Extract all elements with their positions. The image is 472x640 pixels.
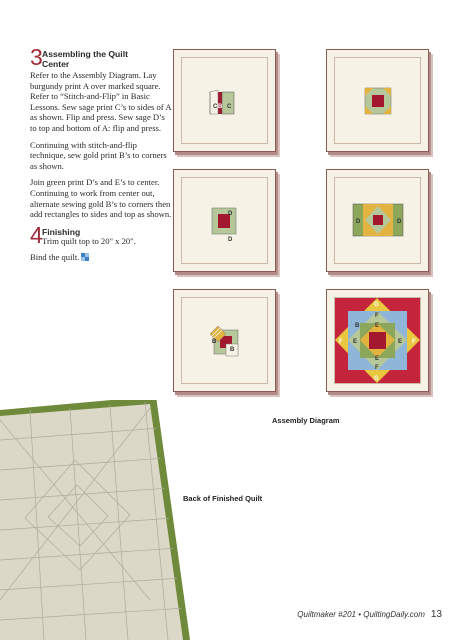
label-d: D: [228, 237, 233, 243]
paragraph: Bind the quilt.: [30, 252, 80, 263]
step-3-heading: [30, 44, 172, 70]
paragraph: Join green print D’s and E’s to center. Continuing to work from center out, alternate sewing gold B’s to corners then add rectangles to sides and top as shown.: [30, 177, 172, 220]
block-5-diagram: [174, 290, 275, 391]
block-6-diagram: [327, 290, 428, 391]
end-mark-icon: [81, 253, 89, 261]
block-4-diagram: [327, 170, 428, 271]
assembly-diagram-caption: Assembly Diagram: [272, 416, 340, 425]
label-f: F: [339, 339, 343, 345]
step-number: 4: [30, 221, 43, 248]
step-number: 3: [30, 44, 43, 70]
label-e: E: [398, 339, 403, 345]
label-e: E: [375, 323, 380, 329]
quilt-back-image: [0, 400, 200, 640]
label-f: F: [375, 365, 379, 371]
assembly-block-5: [173, 289, 276, 392]
assembly-block-6: [326, 289, 429, 392]
label-d: D: [228, 211, 233, 217]
assembly-block-4: [326, 169, 429, 272]
step-title: Finishing: [42, 226, 81, 237]
label-c: C: [213, 104, 218, 110]
label-b: B: [230, 347, 235, 353]
label-c: C: [227, 104, 232, 110]
label-b: B: [355, 323, 360, 329]
label-g: G: [374, 376, 379, 382]
label-f: F: [375, 313, 379, 319]
quilt-back-photo: [0, 400, 200, 640]
assembly-block-2: [326, 49, 429, 152]
assembly-block-1: [173, 49, 276, 152]
paragraph: Trim quilt top to 20" x 20".: [42, 235, 136, 246]
label-f: F: [412, 339, 416, 345]
instructions-column: [30, 44, 172, 269]
paragraph: Refer to the Assembly Diagram. Lay burgundy print A over marked square. Refer to “Stitch-and-Flip” in Basic Lessons. Sew sage print C’s to sides of A as shown. Flip and press. Sew sage D’s to top and bottom of A: flip and press.: [30, 70, 172, 133]
label-b: B: [218, 104, 223, 110]
step-title: Assembling the Quilt Center: [42, 49, 128, 69]
label-e: E: [375, 356, 380, 362]
quilt-back-caption: Back of Finished Quilt: [183, 494, 263, 503]
block-1-diagram: [174, 50, 275, 151]
bind-paragraph: [30, 252, 172, 263]
block-3-diagram: [174, 170, 275, 271]
label-g: G: [374, 302, 379, 308]
assembly-block-3: [173, 169, 276, 272]
label-b: B: [212, 339, 217, 345]
label-d: D: [397, 219, 402, 225]
label-d: D: [356, 219, 361, 225]
label-e: E: [353, 339, 358, 345]
paragraph: Continuing with stitch-and-flip technique, sew gold print B’s to corners as shown.: [30, 139, 167, 171]
block-2-diagram: [327, 50, 428, 151]
footer-source: Quiltmaker #201 • QuiltingDaily.com: [297, 610, 425, 619]
page-number: 13: [430, 609, 442, 620]
page-footer: [297, 609, 442, 620]
